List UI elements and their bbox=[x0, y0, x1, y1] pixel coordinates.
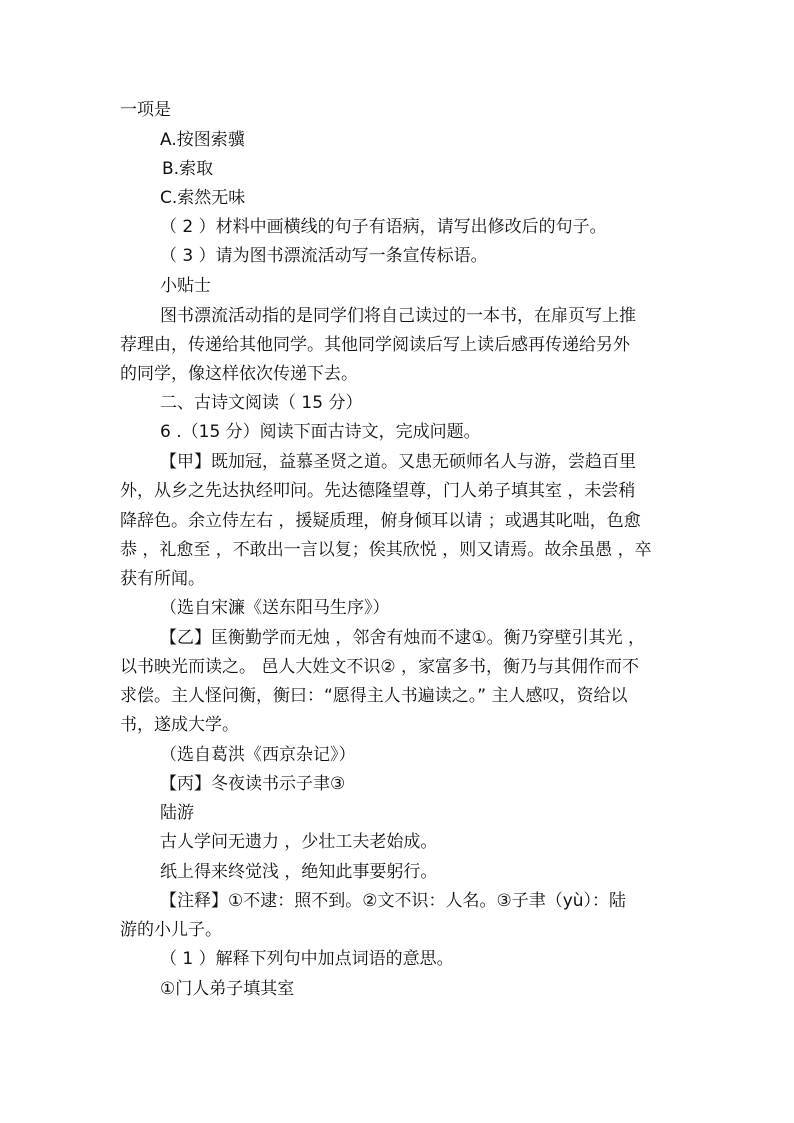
poem-line: 纸上得来终觉浅 ，绝知此事要躬行。 bbox=[160, 862, 438, 882]
passage-jia-line: 【甲】既加冠，益慕圣贤之道。又患无硕师名人与游，尝趋百里 bbox=[160, 452, 636, 472]
poem-line: 古人学问无遗力 ，少壮工夫老始成。 bbox=[160, 832, 438, 852]
text-line: 一项是 bbox=[120, 100, 171, 120]
option-b: B.索取 bbox=[162, 159, 214, 179]
question-2: （ 2 ）材料中画横线的句子有语病，请写出修改后的句子。 bbox=[160, 217, 607, 237]
poem-title: 【丙】冬夜读书示子聿③ bbox=[160, 774, 346, 794]
question-1: （ 1 ）解释下列句中加点词语的意思。 bbox=[160, 949, 454, 969]
tip-text-line: 的同学，像这样依次传递下去。 bbox=[120, 364, 358, 384]
passage-jia-line: 恭 ，礼愈至 ，不敢出一言以复；俟其欣悦 ，则又请焉。故余虽愚 ，卒 bbox=[120, 540, 652, 560]
tip-text-line: 图书漂流活动指的是同学们将自己读过的一本书，在扉页写上推 bbox=[160, 306, 636, 326]
sub-question: ①门人弟子填其室 bbox=[160, 979, 295, 999]
source-jia: （选自宋濂《送东阳马生序》） bbox=[160, 598, 390, 618]
option-a: A.按图索骥 bbox=[160, 130, 245, 150]
question-6: 6 .（15 分）阅读下面古诗文，完成问题。 bbox=[160, 422, 481, 442]
section-heading: 二、古诗文阅读（ 15 分） bbox=[160, 393, 363, 413]
notes-line: 【注释】①不逮：照不到。②文不识：人名。③子聿（yù）：陆 bbox=[160, 891, 627, 911]
passage-jia-line: 外，从乡之先达执经叩问。先达德隆望尊，门人弟子填其室 ，未尝稍 bbox=[120, 481, 636, 501]
tip-heading: 小贴士 bbox=[160, 276, 211, 296]
notes-line: 游的小儿子。 bbox=[120, 920, 222, 940]
passage-yi-line: 【乙】匡衡勤学而无烛 ，邻舍有烛而不逮①。衡乃穿壁引其光 ， bbox=[160, 628, 646, 648]
passage-jia-line: 获有所闻。 bbox=[120, 569, 205, 589]
poem-author: 陆游 bbox=[160, 803, 194, 823]
passage-jia-line: 降辞色。余立侍左右 ，援疑质理，俯身倾耳以请 ；或遇其叱咄，色愈 bbox=[120, 511, 641, 531]
passage-yi-line: 书，遂成大学。 bbox=[120, 715, 239, 735]
option-c: C.索然无味 bbox=[160, 188, 246, 208]
question-3: （ 3 ）请为图书漂流活动写一条宣传标语。 bbox=[160, 246, 488, 266]
passage-yi-line: 求偿。主人怪问衡，衡曰：“愿得主人书遍读之。” 主人感叹，资给以 bbox=[120, 686, 628, 706]
source-yi: （选自葛洪《西京杂记》） bbox=[160, 745, 356, 765]
tip-text-line: 荐理由，传递给其他同学。其他同学阅读后写上读后感再传递给另外 bbox=[120, 335, 630, 355]
passage-yi-line: 以书映光而读之。 邑人大姓文不识② ，家富多书，衡乃与其佣作而不 bbox=[120, 657, 640, 677]
